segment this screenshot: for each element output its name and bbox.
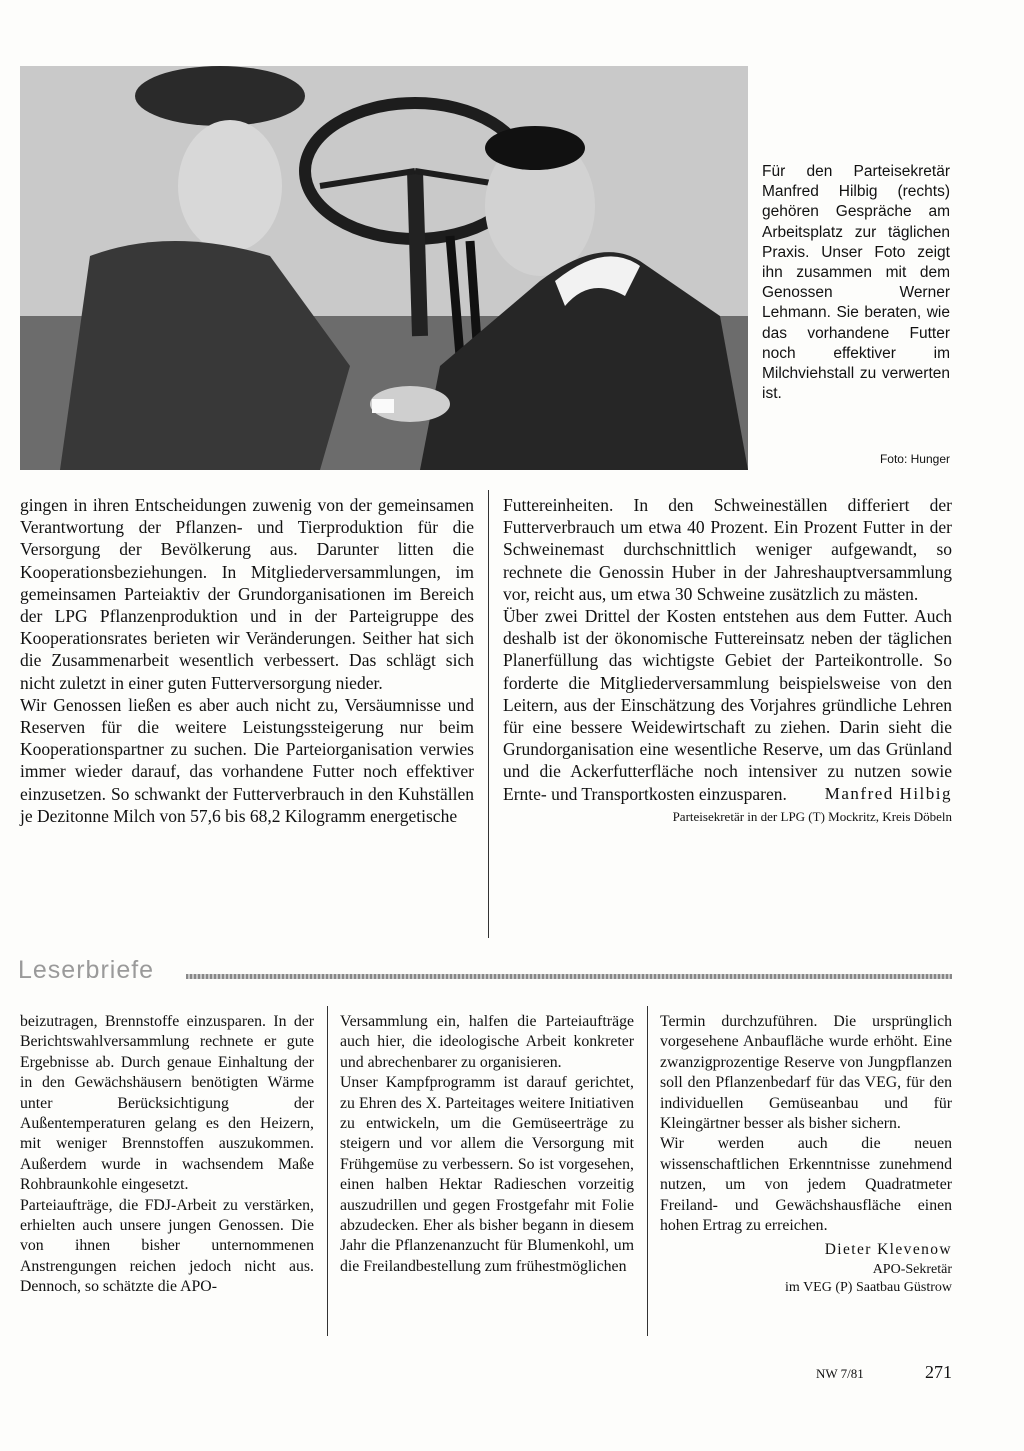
article-column-1	[20, 494, 474, 827]
page-number: 271	[925, 1362, 952, 1382]
section-title: Leserbriefe	[18, 956, 155, 984]
article-paragraph: Wir Genossen ließen es aber auch nicht zu, Versäumnisse und Reserven für die weitere Leistungssteigerung nur beim Kooperationspartner zu suchen. Die Parteiorganisation verwies immer wieder darauf, das vorhandene Futter noch effektiver einzusetzen. So schwankt der Futterverbrauch in den Kuhställen je Dezitonne Milch von 57,6 bis 68,2 Kilogramm energetische	[20, 694, 474, 826]
article-column-2	[503, 494, 952, 828]
column-divider	[647, 1006, 648, 1336]
letters-column-1	[20, 1012, 314, 1298]
letters-column-2	[340, 1012, 634, 1277]
letter-paragraph: Unser Kampfprogramm ist darauf gerichtet, zu Ehren des X. Parteitages weitere Initiativen zu entwickeln, um die Gemüseerträge zu steigern und vor allem die Versorgung mit Frühgemüse zu verbessern. So ist vorgesehen, einen halben Hektar Radieschen vorzeitig auszudrillen und gegen Frostgefahr mit Folie abzudecken. Eher als bisher begann in diesem Jahr die Pflanzenanzucht für Blumenkohl, um die Freilandbestellung zum frühestmöglichen	[340, 1074, 634, 1275]
letters-column-3	[660, 1012, 952, 1297]
letter-paragraph: Wir werden auch die neuen wissenschaftlichen Erkenntnisse zunehmend nutzen, um von jedem Quadratmeter Freiland- und Gewächshausfläche einen hohen Ertrag zu erreichen.	[660, 1135, 952, 1235]
letter-paragraph: beizutragen, Brennstoffe einzusparen. In der Berichtswahlversammlung rechnete er gute Ergebnisse ab. Durch genaue Einhaltung der in den Gewächshäusern benötigten Wärme unter Berücksichtigung der Außentemperaturen gelang es den Heizern, mit weniger Brennstoffen auszukommen. Außerdem wurde in wachsendem Maße Rohbraunkohle eingesetzt.	[20, 1013, 314, 1194]
letter-paragraph: Parteiaufträge, die FDJ-Arbeit zu verstärken, erhielten auch unsere jungen Genossen. Die von ihnen bisher unternommenen Anstrengungen reichen jedoch nicht aus. Dennoch, so schätzte die APO-	[20, 1196, 314, 1296]
article-paragraph: gingen in ihren Entscheidungen zuwenig von der gemeinsamen Verantwortung der Pflanzen- und Tierproduktion für die Versorgung der Bevölkerung aus. Darunter litten die Kooperationsbeziehungen. In Mitgliederversammlungen, im gemeinsamen Parteiaktiv der Grundorganisationen im Bereich der LPG Pflanzenproduktion und in der Parteigruppe des Kooperationsrates berieten wir Veränderungen. Seither hat sich die Zusammenarbeit wesentlich verbessert. Das schlägt sich nicht zuletzt in einer guten Futterversorgung nieder.	[20, 495, 474, 693]
column-divider	[488, 490, 489, 938]
photo-credit: Foto: Hunger	[879, 452, 950, 466]
letter-author-role: APO-Sekretär	[872, 1261, 952, 1277]
letter-paragraph: Termin durchzuführen. Die ursprünglich vorgesehene Anbaufläche wurde erhöht. Eine zwanzigprozentige Reserve von Jungpflanzen soll den Pflanzenbedarf für das VEG, für den individuellen Gemüseanbau und für Kleingärtner besser als bisher sichern.	[660, 1013, 952, 1133]
section-rule	[186, 974, 952, 979]
article-paragraph: Über zwei Drittel der Kosten entstehen aus dem Futter. Auch deshalb ist der ökonomische Futtereinsatz neben der täglichen Planerfüllung das wichtigste Gebiet der Parteikontrolle. So forderte die Mitgliederversammlung beispielsweise von den Leitern, aus der Einschätzung des Vorjahres gründliche Lehren für eine bessere Weidewirtschaft zu ziehen. Darin sieht die Grundorganisation eine wesentliche Reserve, um das Grünland und die Ackerfutterfläche noch intensiver zu nutzen sowie Ernte- und Transportkosten einzusparen.	[503, 606, 952, 804]
article-paragraph: Futtereinheiten. In den Schweineställen differiert der Futterverbrauch um etwa 40 Prozent. Ein Prozent Futter in der Schweinemast durchschnittlich weniger aufgewandt, so rechnete die Genossin Huber in der Jahreshauptversammlung vor, reicht aus, um etwa 30 Schweine zusätzlich zu mästen.	[503, 495, 952, 604]
page-footer	[810, 1362, 952, 1386]
letter-paragraph: Versammlung ein, halfen die Parteiaufträge auch hier, die ideologische Arbeit konkreter und abrechenbarer zu organisieren.	[340, 1013, 634, 1071]
section-header	[18, 956, 952, 990]
article-author-role: Parteisekretär in der LPG (T) Mockritz, Kreis Döbeln	[672, 809, 952, 825]
issue-label: NW 7/81	[816, 1366, 864, 1381]
letter-author-org: im VEG (P) Saatbau Güstrow	[785, 1279, 952, 1295]
article-author: Manfred Hilbig	[824, 783, 952, 803]
photo-illustration	[20, 66, 748, 470]
column-divider	[327, 1006, 328, 1336]
article-photo	[20, 66, 748, 470]
letter-author: Dieter Klevenow	[824, 1241, 952, 1259]
photo-caption: Für den Parteisekretär Manfred Hilbig (rechts) gehören Gespräche am Arbeitsplatz zur täglichen Praxis. Unser Foto zeigt ihn zusammen mit dem Genossen Werner Lehmann. Sie beraten, wie das vorhandene Futter noch effektiver im Milchviehstall zu verwerten ist.	[762, 163, 950, 403]
